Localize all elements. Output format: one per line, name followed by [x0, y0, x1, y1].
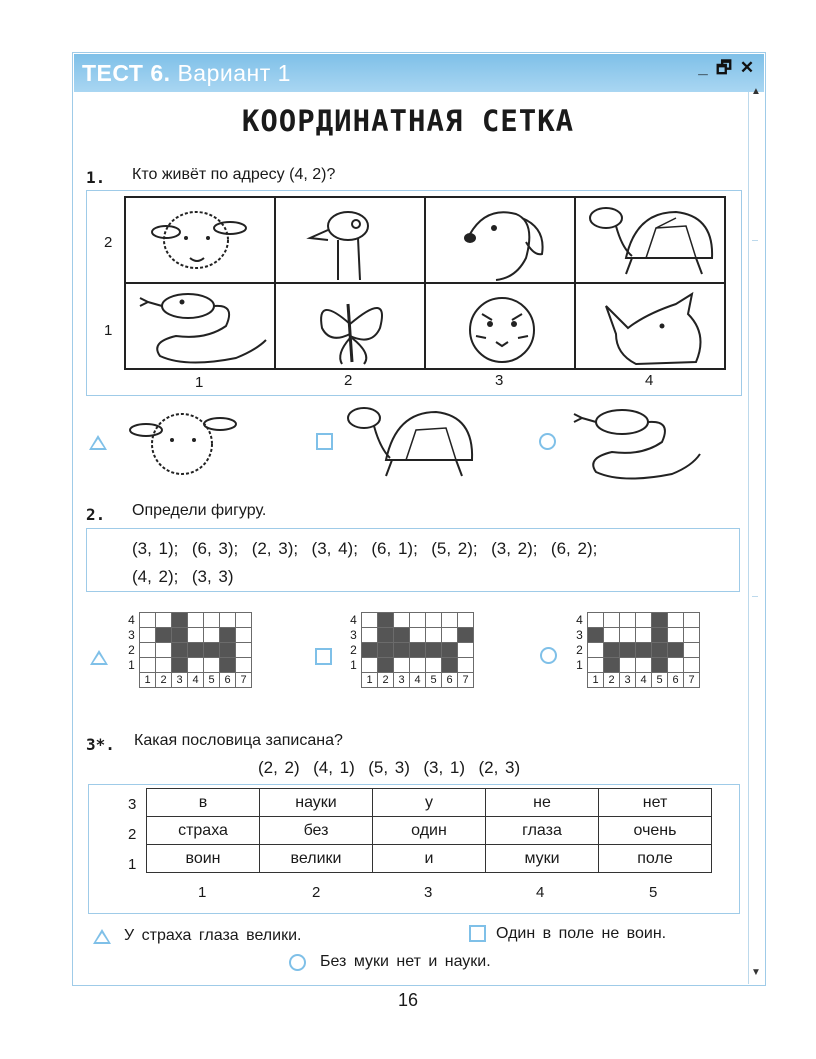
- grid-cell-filled: [172, 628, 188, 643]
- grid-cell-filled: [458, 628, 474, 643]
- grid-cell-filled: [204, 643, 220, 658]
- restore-button[interactable]: 🗗: [716, 58, 732, 77]
- word-cell: глаза: [486, 817, 599, 845]
- q3-x-label: 3: [424, 884, 433, 901]
- grid-cell: [140, 613, 156, 628]
- grid-row: [346, 658, 474, 673]
- cell-butterfly: [275, 283, 425, 369]
- grid-y-label: 2: [576, 643, 583, 657]
- q3-option-b-square-icon[interactable]: [469, 925, 486, 942]
- grid-cell: [140, 628, 156, 643]
- grid-cell-filled: [668, 643, 684, 658]
- grid-cell-filled: [588, 628, 604, 643]
- grid-cell: [620, 613, 636, 628]
- grid-cell: [156, 613, 172, 628]
- q2-option-b-grid[interactable]: [346, 612, 474, 688]
- grid-cell: [426, 628, 442, 643]
- grid-y-label: 2: [128, 643, 135, 657]
- dog-icon: [426, 198, 574, 282]
- word-cell: у: [373, 789, 486, 817]
- grid-cell: [668, 658, 684, 673]
- grid-cell: [636, 613, 652, 628]
- grid-cell: [188, 628, 204, 643]
- page-number: 16: [397, 990, 419, 1010]
- grid-cell-filled: [394, 628, 410, 643]
- grid-row: [346, 613, 474, 628]
- grid-cell: [442, 613, 458, 628]
- grid-x-label: 3: [620, 673, 636, 688]
- grid-cell-filled: [604, 643, 620, 658]
- q1-x-label: 3: [495, 372, 504, 389]
- grid-x-label: 1: [362, 673, 378, 688]
- grid-cell-filled: [652, 628, 668, 643]
- word-cell: не: [486, 789, 599, 817]
- grid-y-label: 4: [576, 613, 583, 627]
- grid-cell: [684, 613, 700, 628]
- grid-cell-filled: [604, 658, 620, 673]
- grid-cell: [220, 613, 236, 628]
- page-title: КООРДИНАТНАЯ СЕТКА: [241, 104, 575, 138]
- table-row: [147, 817, 712, 845]
- ostrich-icon: [276, 198, 424, 282]
- grid-y-label: 1: [576, 658, 583, 672]
- q3-option-b[interactable]: Один в поле не воин.: [496, 925, 667, 942]
- grid-cell: [636, 658, 652, 673]
- q3-y-label: 1: [128, 856, 137, 873]
- grid-cell: [188, 613, 204, 628]
- grid-cell-filled: [442, 658, 458, 673]
- grid-cell-filled: [620, 643, 636, 658]
- grid-cell: [426, 658, 442, 673]
- grid-x-label: 7: [458, 673, 474, 688]
- grid-corner: [124, 673, 140, 688]
- grid-cell-filled: [220, 643, 236, 658]
- grid-cell-filled: [378, 613, 394, 628]
- scroll-up-arrow-icon[interactable]: ▲: [751, 86, 761, 97]
- cell-dog: [425, 197, 575, 283]
- grid-row: [124, 643, 252, 658]
- q1-x-label: 4: [645, 372, 654, 389]
- sheep-icon: [126, 198, 274, 282]
- grid-cell-filled: [188, 643, 204, 658]
- grid-cell-filled: [378, 658, 394, 673]
- grid-x-label: 2: [604, 673, 620, 688]
- word-cell: поле: [599, 845, 712, 873]
- q3-number: 3*.: [86, 735, 115, 754]
- q1-number: 1.: [86, 168, 106, 187]
- q2-text: Определи фигуру.: [132, 502, 267, 519]
- grid-cell: [204, 658, 220, 673]
- word-cell: воин: [147, 845, 260, 873]
- grid-cell: [394, 613, 410, 628]
- figure-grid-table: [572, 612, 700, 688]
- grid-x-label: 2: [156, 673, 172, 688]
- grid-cell-filled: [172, 643, 188, 658]
- grid-cell: [362, 658, 378, 673]
- q2-coords-line-2: (4, 2); (3, 3): [132, 567, 234, 586]
- q1-x-label: 1: [195, 374, 204, 391]
- grid-cell: [156, 643, 172, 658]
- grid-x-label: 6: [220, 673, 236, 688]
- table-row: [147, 845, 712, 873]
- scroll-thumb-bottom[interactable]: [752, 596, 758, 597]
- grid-y-label: 4: [128, 613, 135, 627]
- grid-cell: [636, 628, 652, 643]
- table-row: [147, 789, 712, 817]
- word-cell: нет: [599, 789, 712, 817]
- grid-cell: [588, 643, 604, 658]
- grid-cell: [620, 628, 636, 643]
- q2-option-c-circle-icon[interactable]: [540, 647, 557, 664]
- test-label: ТЕСТ 6.: [82, 60, 171, 86]
- q3-option-a[interactable]: У страха глаза велики.: [124, 927, 302, 944]
- q1-animal-grid: [124, 196, 726, 370]
- grid-cell-filled: [652, 658, 668, 673]
- cell-rhino: [575, 283, 725, 369]
- grid-cell: [236, 613, 252, 628]
- minimize-button[interactable]: _: [698, 58, 708, 77]
- turtle-icon: [576, 198, 724, 282]
- window-title: [82, 60, 291, 87]
- grid-x-label: 3: [394, 673, 410, 688]
- word-cell: в: [147, 789, 260, 817]
- grid-cell: [236, 643, 252, 658]
- grid-cell-filled: [652, 613, 668, 628]
- grid-x-label: 4: [410, 673, 426, 688]
- q3-x-label: 5: [649, 884, 658, 901]
- grid-cell-filled: [394, 643, 410, 658]
- q2-option-b-square-icon[interactable]: [315, 648, 332, 665]
- grid-row: [572, 628, 700, 643]
- grid-y-label: 3: [350, 628, 357, 642]
- grid-cell-filled: [652, 643, 668, 658]
- grid-x-row: [346, 673, 474, 688]
- q2-coords-line-1: (3, 1); (6, 3); (2, 3); (3, 4); (6, 1); (5, 2); (3, 2); (6, 2);: [132, 539, 598, 558]
- grid-row: [346, 628, 474, 643]
- grid-x-label: 1: [140, 673, 156, 688]
- grid-cell-filled: [172, 613, 188, 628]
- q1-option-b-square-icon[interactable]: [316, 433, 333, 450]
- grid-cell: [410, 613, 426, 628]
- grid-y-label: 2: [350, 643, 357, 657]
- grid-cell: [458, 613, 474, 628]
- grid-cell: [140, 658, 156, 673]
- grid-cell: [236, 658, 252, 673]
- grid-y-label: 1: [128, 658, 135, 672]
- word-cell: велики: [260, 845, 373, 873]
- grid-x-row: [572, 673, 700, 688]
- grid-cell-filled: [362, 643, 378, 658]
- grid-cell: [188, 658, 204, 673]
- grid-cell-filled: [172, 658, 188, 673]
- close-button[interactable]: ✕: [739, 58, 755, 77]
- q3-option-a-triangle-icon[interactable]: [93, 929, 111, 944]
- grid-row: [124, 628, 252, 643]
- word-cell: муки: [486, 845, 599, 873]
- grid-x-label: 7: [236, 673, 252, 688]
- grid-x-label: 2: [378, 673, 394, 688]
- grid-cell-filled: [378, 643, 394, 658]
- cell-snake: [125, 283, 275, 369]
- grid-cell-filled: [426, 643, 442, 658]
- grid-corner: [346, 673, 362, 688]
- q1-text: Кто живёт по адресу (4, 2)?: [132, 166, 336, 183]
- grid-x-label: 3: [172, 673, 188, 688]
- word-cell: науки: [260, 789, 373, 817]
- grid-x-label: 5: [426, 673, 442, 688]
- grid-cell: [156, 658, 172, 673]
- q3-coords: (2, 2) (4, 1) (5, 3) (3, 1) (2, 3): [258, 758, 521, 777]
- grid-y-label: 1: [350, 658, 357, 672]
- q1-option-c-snake-icon[interactable]: [568, 402, 702, 482]
- grid-cell: [684, 628, 700, 643]
- grid-cell: [204, 628, 220, 643]
- grid-cell-filled: [378, 628, 394, 643]
- scroll-thumb-top[interactable]: [752, 240, 758, 241]
- word-cell: и: [373, 845, 486, 873]
- q3-x-label: 1: [198, 884, 207, 901]
- grid-cell: [588, 613, 604, 628]
- q3-x-label: 2: [312, 884, 321, 901]
- q1-option-b-turtle-icon[interactable]: [340, 402, 480, 480]
- q1-y-label: 2: [104, 234, 113, 251]
- grid-cell: [442, 628, 458, 643]
- grid-cell: [604, 628, 620, 643]
- grid-cell: [410, 658, 426, 673]
- figure-grid-table: [124, 612, 252, 688]
- grid-cell-filled: [442, 643, 458, 658]
- grid-cell: [362, 628, 378, 643]
- q3-word-table: [146, 788, 712, 873]
- word-cell: без: [260, 817, 373, 845]
- grid-row: [572, 658, 700, 673]
- grid-cell: [684, 658, 700, 673]
- q3-y-label: 2: [128, 826, 137, 843]
- cell-tiger: [425, 283, 575, 369]
- q3-option-c[interactable]: Без муки нет и науки.: [320, 953, 491, 970]
- cell-sheep: [125, 197, 275, 283]
- cell-turtle: [575, 197, 725, 283]
- grid-cell-filled: [410, 643, 426, 658]
- word-cell: очень: [599, 817, 712, 845]
- figure-grid-table: [346, 612, 474, 688]
- grid-x-label: 1: [588, 673, 604, 688]
- q1-y-label: 1: [104, 322, 113, 339]
- grid-row: [572, 643, 700, 658]
- grid-cell: [604, 613, 620, 628]
- grid-cell: [684, 643, 700, 658]
- grid-cell: [410, 628, 426, 643]
- grid-row: [124, 658, 252, 673]
- grid-x-label: 6: [442, 673, 458, 688]
- grid-row: [346, 643, 474, 658]
- q2-number: 2.: [86, 505, 106, 524]
- grid-corner: [572, 673, 588, 688]
- q3-y-label: 3: [128, 796, 137, 813]
- grid-row: [572, 613, 700, 628]
- butterfly-icon: [276, 284, 424, 368]
- rhino-icon: [576, 284, 724, 368]
- q2-option-c-grid[interactable]: [572, 612, 700, 688]
- grid-cell: [668, 628, 684, 643]
- grid-cell: [458, 643, 474, 658]
- grid-cell-filled: [156, 628, 172, 643]
- scroll-down-arrow-icon[interactable]: ▼: [751, 967, 761, 978]
- grid-cell: [588, 658, 604, 673]
- grid-y-label: 3: [128, 628, 135, 642]
- cell-ostrich: [275, 197, 425, 283]
- grid-x-label: 4: [188, 673, 204, 688]
- grid-cell: [362, 613, 378, 628]
- q1-option-c-circle-icon[interactable]: [539, 433, 556, 450]
- grid-cell: [458, 658, 474, 673]
- grid-cell: [140, 643, 156, 658]
- grid-x-label: 5: [652, 673, 668, 688]
- grid-cell: [204, 613, 220, 628]
- grid-cell-filled: [220, 628, 236, 643]
- grid-y-label: 3: [576, 628, 583, 642]
- grid-cell: [620, 658, 636, 673]
- q3-option-c-circle-icon[interactable]: [289, 954, 306, 971]
- grid-cell-filled: [636, 643, 652, 658]
- word-cell: страха: [147, 817, 260, 845]
- grid-x-label: 6: [668, 673, 684, 688]
- grid-row: [124, 613, 252, 628]
- grid-y-label: 4: [350, 613, 357, 627]
- grid-x-label: 4: [636, 673, 652, 688]
- grid-cell: [668, 613, 684, 628]
- grid-x-row: [124, 673, 252, 688]
- grid-x-label: 7: [684, 673, 700, 688]
- grid-cell: [426, 613, 442, 628]
- q3-text: Какая пословица записана?: [134, 732, 343, 749]
- q2-option-a-grid[interactable]: [124, 612, 252, 688]
- snake-icon: [126, 284, 274, 368]
- variant-label: Вариант 1: [177, 60, 291, 86]
- q2-option-a-triangle-icon[interactable]: [90, 650, 108, 665]
- grid-cell: [236, 628, 252, 643]
- grid-cell-filled: [220, 658, 236, 673]
- tiger-icon: [426, 284, 574, 368]
- q1-option-a-triangle-icon[interactable]: [89, 435, 107, 450]
- q1-option-a-sheep-icon[interactable]: [120, 404, 240, 484]
- q3-x-label: 4: [536, 884, 545, 901]
- vertical-scrollbar[interactable]: [748, 92, 763, 984]
- word-cell: один: [373, 817, 486, 845]
- q1-x-label: 2: [344, 372, 353, 389]
- grid-cell: [394, 658, 410, 673]
- grid-x-label: 5: [204, 673, 220, 688]
